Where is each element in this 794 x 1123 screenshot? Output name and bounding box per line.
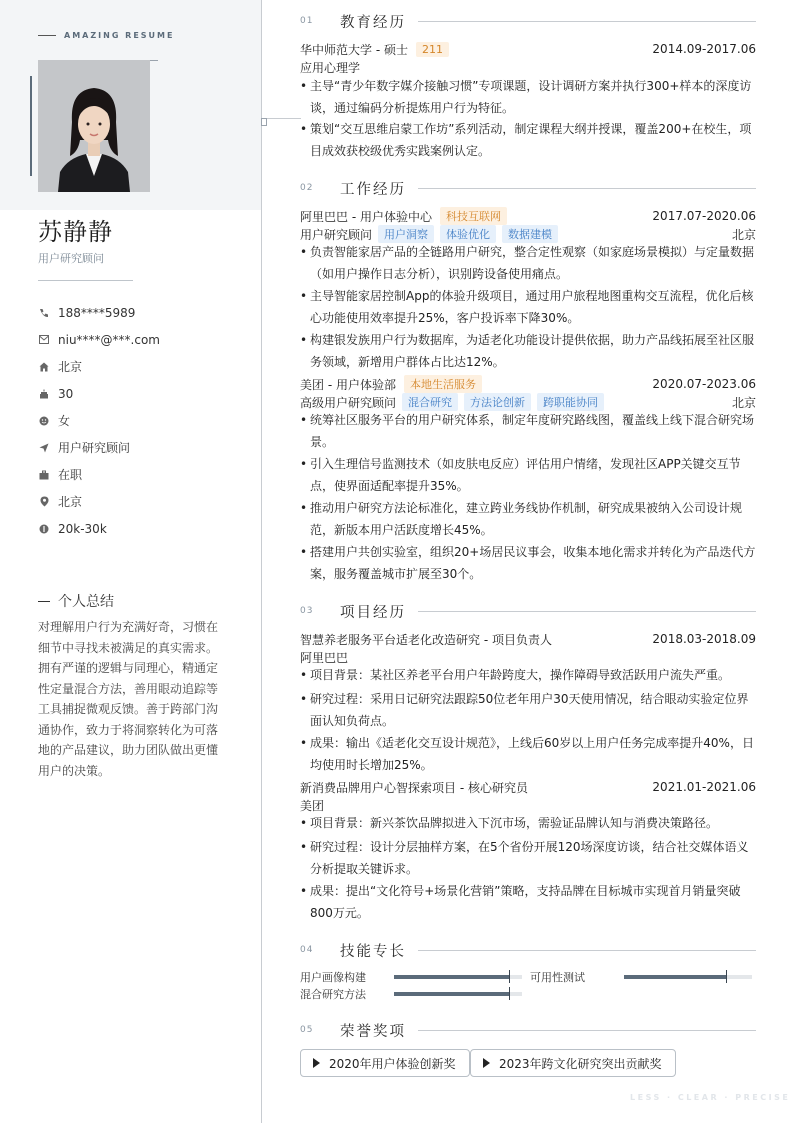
project-bullet: • 项目背景：某社区养老平台用户年龄跨度大，操作障碍导致活跃用户流失严重。	[300, 665, 756, 687]
info-location	[38, 488, 248, 515]
bullet-text: 项目背景：某社区养老平台用户年龄跨度大，操作障碍导致活跃用户流失严重。	[310, 668, 731, 682]
skill-level-bar	[394, 975, 522, 979]
work-city: 北京	[731, 227, 756, 242]
gender-text: 女	[58, 414, 71, 428]
bullet-text: 研究过程：设计分层抽样方案，在5个省份开展120场深度访谈，结合社交媒体语义分析提取关键诉求。	[310, 840, 749, 876]
award-badge	[300, 1049, 470, 1077]
section-rule	[418, 1030, 756, 1031]
project-org: 美团	[300, 798, 325, 813]
bullet-text: 推动用户研究方法论标准化，建立跨业务线协作机制，研究成果被纳入公司设计规范，新版本用户活跃度增长45%。	[310, 501, 743, 537]
work-bullet: • 主导智能家居控制App的体验升级项目，通过用户旅程地图重构交互流程，优化后核心功能使用效率提升25%，客户投诉率下降30%。	[300, 286, 756, 329]
skill-level-marker	[509, 970, 510, 983]
status-text: 在职	[58, 468, 83, 482]
project-bullet: • 项目背景：新兴茶饮品牌拟进入下沉市场，需验证品牌认知与消费决策路径。	[300, 813, 756, 835]
summary-dash	[38, 601, 50, 602]
project-name: 新消费品牌用户心智探索项目 - 核心研究员	[300, 780, 528, 795]
skill-level-marker	[509, 987, 510, 1000]
bullet-text: 策划“交互思维启蒙工作坊”系列活动，制定课程大纲并授课，覆盖200+在校生，项目成效获校级优秀实践案例认定。	[310, 122, 752, 158]
work-company-row	[300, 375, 756, 393]
skill-name: 混合研究方法	[300, 988, 366, 1001]
skill-tag: 方法论创新	[464, 393, 531, 411]
section-title: 技能专长	[340, 943, 406, 960]
work-city: 北京	[731, 395, 756, 410]
skill-name: 可用性测试	[530, 971, 585, 984]
bullet-text: 成果：提出“文化符号+场景化营销”策略，支持品牌在目标城市实现首月销量突破800万元。	[310, 884, 741, 920]
section-number: 05	[300, 1025, 314, 1035]
skill-tag: 数据建模	[502, 225, 558, 243]
section-work	[300, 178, 756, 198]
project-date: 2021.01-2021.06	[652, 780, 756, 794]
skill-level-marker	[726, 970, 727, 983]
award-text: 2023年跨文化研究突出贡献奖	[499, 1056, 662, 1071]
project-org-row	[300, 796, 756, 814]
work-bullet: • 构建银发族用户行为数据库，为适老化功能设计提供依据，助力产品线拓展至社区服务领域，新增用户群体占比达12%。	[300, 330, 756, 373]
work-company-row	[300, 207, 756, 225]
major-row	[300, 58, 756, 76]
skill-level-fill	[394, 975, 509, 979]
section-rule	[418, 950, 756, 951]
title-underline	[38, 280, 133, 281]
home-text: 北京	[58, 360, 83, 374]
section-rule	[418, 611, 756, 612]
info-email	[38, 326, 248, 353]
email-text: niu****@***.com	[58, 332, 160, 347]
section-number: 03	[300, 606, 314, 616]
bullet-text: 构建银发族用户行为数据库，为适老化功能设计提供依据，助力产品线拓展至社区服务领域，新增用户群体占比达12%。	[310, 333, 755, 369]
skill-tag: 跨职能协同	[537, 393, 604, 411]
work-date: 2017.07-2020.06	[652, 209, 756, 223]
work-bullet: • 搭建用户共创实验室，组织20+场居民议事会，收集本地化需求并转化为产品迭代方案，服务覆盖城市扩展至30个。	[300, 542, 756, 585]
section-projects	[300, 601, 756, 621]
school-tag: 211	[416, 42, 449, 57]
profile-name: 苏静静	[38, 218, 113, 246]
work-bullet: • 推动用户研究方法论标准化，建立跨业务线协作机制，研究成果被纳入公司设计规范，新版本用户活跃度增长45%。	[300, 498, 756, 541]
skill-tag: 混合研究	[402, 393, 458, 411]
section-title: 项目经历	[340, 604, 406, 621]
contact-info-list	[38, 299, 248, 542]
company-name: 美团 - 用户体验部	[300, 377, 396, 392]
school-name: 华中师范大学 - 硕士	[300, 42, 408, 57]
summary-heading	[38, 591, 114, 611]
info-age	[38, 380, 248, 407]
skill-item	[300, 969, 522, 985]
brand-text: AMAZING RESUME	[64, 31, 175, 40]
divider-tick	[261, 118, 301, 119]
skill-item	[530, 969, 752, 985]
section-rule	[418, 188, 756, 189]
section-number: 04	[300, 945, 314, 955]
photo-accent-bar	[30, 76, 32, 176]
age-text: 30	[58, 386, 74, 401]
info-salary	[38, 515, 248, 542]
skill-tag: 体验优化	[440, 225, 496, 243]
avatar	[38, 60, 150, 192]
work-bullet: • 统筹社区服务平台的用户研究体系，制定年度研究路线图，覆盖线上线下混合研究场景。	[300, 410, 756, 453]
skill-item	[300, 986, 522, 1002]
section-title: 教育经历	[340, 14, 406, 31]
bullet-text: 项目背景：新兴茶饮品牌拟进入下沉市场，需验证品牌认知与消费决策路径。	[310, 816, 719, 830]
footer-watermark: LESS · CLEAR · PRECISE	[630, 1093, 791, 1102]
education-bullet: • 策划“交互思维启蒙工作坊”系列活动，制定课程大纲并授课，覆盖200+在校生，项目成效获校级优秀实践案例认定。	[300, 119, 756, 162]
bullet-text: 引入生理信号监测技术（如皮肤电反应）评估用户情绪，发现社区APP关键交互节点，使界面适配率提升35%。	[310, 457, 741, 493]
work-bullet: • 引入生理信号监测技术（如皮肤电反应）评估用户情绪，发现社区APP关键交互节点，使界面适配率提升35%。	[300, 454, 756, 497]
salary-icon	[38, 523, 50, 535]
award-text: 2020年用户体验创新奖	[329, 1056, 456, 1071]
info-gender	[38, 407, 248, 434]
project-bullet: • 成果：提出“文化符号+场景化营销”策略，支持品牌在目标城市实现首月销量突破800万元。	[300, 881, 756, 924]
brand	[38, 31, 174, 40]
work-role-row	[300, 393, 756, 411]
project-row	[300, 630, 756, 648]
project-name: 智慧养老服务平台适老化改造研究 - 项目负责人	[300, 632, 552, 647]
mail-icon	[38, 334, 50, 346]
section-education	[300, 11, 756, 31]
divider-marker	[261, 118, 267, 126]
section-title: 工作经历	[340, 181, 406, 198]
section-rule	[418, 21, 756, 22]
skill-level-bar	[394, 992, 522, 996]
section-title: 荣誉奖项	[340, 1023, 406, 1040]
work-date: 2020.07-2023.06	[652, 377, 756, 391]
section-awards	[300, 1020, 756, 1040]
project-row	[300, 778, 756, 796]
project-bullet: • 研究过程：采用日记研究法跟踪50位老年用户30天使用情况，结合眼动实验定位界面认知负荷点。	[300, 689, 756, 732]
briefcase-icon	[38, 469, 50, 481]
gender-icon	[38, 415, 50, 427]
brand-line	[38, 35, 56, 36]
section-number: 01	[300, 16, 314, 26]
location-text: 北京	[58, 495, 83, 509]
bullet-text: 负责智能家居产品的全链路用户研究，整合定性观察（如家庭场景模拟）与定量数据（如用户操作日志分析），识别跨设备使用痛点。	[310, 245, 755, 281]
home-icon	[38, 361, 50, 373]
phone-text: 188****5989	[58, 305, 136, 320]
skill-tag: 用户洞察	[378, 225, 434, 243]
section-number: 02	[300, 183, 314, 193]
salary-text: 20k-30k	[58, 521, 107, 536]
education-date: 2014.09-2017.06	[652, 42, 756, 56]
skill-level-bar	[624, 975, 752, 979]
send-icon	[38, 442, 50, 454]
project-org-row	[300, 648, 756, 666]
location-pin-icon	[38, 496, 50, 508]
info-status	[38, 461, 248, 488]
column-divider	[261, 0, 262, 1123]
project-bullet: • 研究过程：设计分层抽样方案，在5个省份开展120场深度访谈，结合社交媒体语义分析提取关键诉求。	[300, 837, 756, 880]
bullet-text: 主导智能家居控制App的体验升级项目，通过用户旅程地图重构交互流程，优化后核心功能使用效率提升25%，客户投诉率下降30%。	[310, 289, 754, 325]
bullet-text: 搭建用户共创实验室，组织20+场居民议事会，收集本地化需求并转化为产品迭代方案，服务覆盖城市扩展至30个。	[310, 545, 756, 581]
role: 高级用户研究顾问	[300, 395, 397, 410]
summary-title: 个人总结	[58, 594, 114, 610]
info-position	[38, 434, 248, 461]
cake-icon	[38, 388, 50, 400]
play-triangle-icon	[313, 1058, 320, 1068]
education-bullet: • 主导“青少年数字媒介接触习惯”专项课题，设计调研方案并执行300+样本的深度访谈，通过编码分析提炼用户行为特征。	[300, 76, 756, 119]
project-org: 阿里巴巴	[300, 650, 349, 665]
role: 用户研究顾问	[300, 227, 373, 242]
bullet-text: 主导“青少年数字媒介接触习惯”专项课题，设计调研方案并执行300+样本的深度访谈，通过编码分析提炼用户行为特征。	[310, 79, 752, 115]
bullet-text: 成果：输出《适老化交互设计规范》，上线后60岁以上用户任务完成率提升40%，日均使用时长增加25%。	[310, 736, 754, 772]
position-text: 用户研究顾问	[58, 441, 131, 455]
major: 应用心理学	[300, 60, 361, 75]
bullet-text: 统筹社区服务平台的用户研究体系，制定年度研究路线图，覆盖线上线下混合研究场景。	[310, 413, 755, 449]
education-row	[300, 40, 756, 58]
industry-tag: 科技互联网	[440, 207, 507, 225]
phone-icon	[38, 307, 50, 319]
award-badge	[470, 1049, 676, 1077]
info-home	[38, 353, 248, 380]
play-triangle-icon	[483, 1058, 490, 1068]
skill-level-fill	[624, 975, 726, 979]
project-date: 2018.03-2018.09	[652, 632, 756, 646]
skill-name: 用户画像构建	[300, 971, 366, 984]
section-skills	[300, 940, 756, 960]
company-name: 阿里巴巴 - 用户体验中心	[300, 209, 432, 224]
project-bullet: • 成果：输出《适老化交互设计规范》，上线后60岁以上用户任务完成率提升40%，日均使用时长增加25%。	[300, 733, 756, 776]
summary-text: 对理解用户行为充满好奇，习惯在细节中寻找未被满足的真实需求。拥有严谨的逻辑与同理心，精通定性定量混合方法，善用眼动追踪等工具捕捉微观反馈。善于跨部门沟通协作，致力于将洞察转化为可落地的产品建议，助力团队做出更懂用户的决策。	[38, 620, 219, 778]
work-role-row	[300, 225, 756, 243]
industry-tag: 本地生活服务	[404, 375, 482, 393]
avatar-photo	[38, 60, 150, 192]
work-bullet: • 负责智能家居产品的全链路用户研究，整合定性观察（如家庭场景模拟）与定量数据（如用户操作日志分析），识别跨设备使用痛点。	[300, 242, 756, 285]
profile-title: 用户研究顾问	[38, 252, 104, 265]
info-phone	[38, 299, 248, 326]
skill-level-fill	[394, 992, 509, 996]
bullet-text: 研究过程：采用日记研究法跟踪50位老年用户30天使用情况，结合眼动实验定位界面认知负荷点。	[310, 692, 749, 728]
